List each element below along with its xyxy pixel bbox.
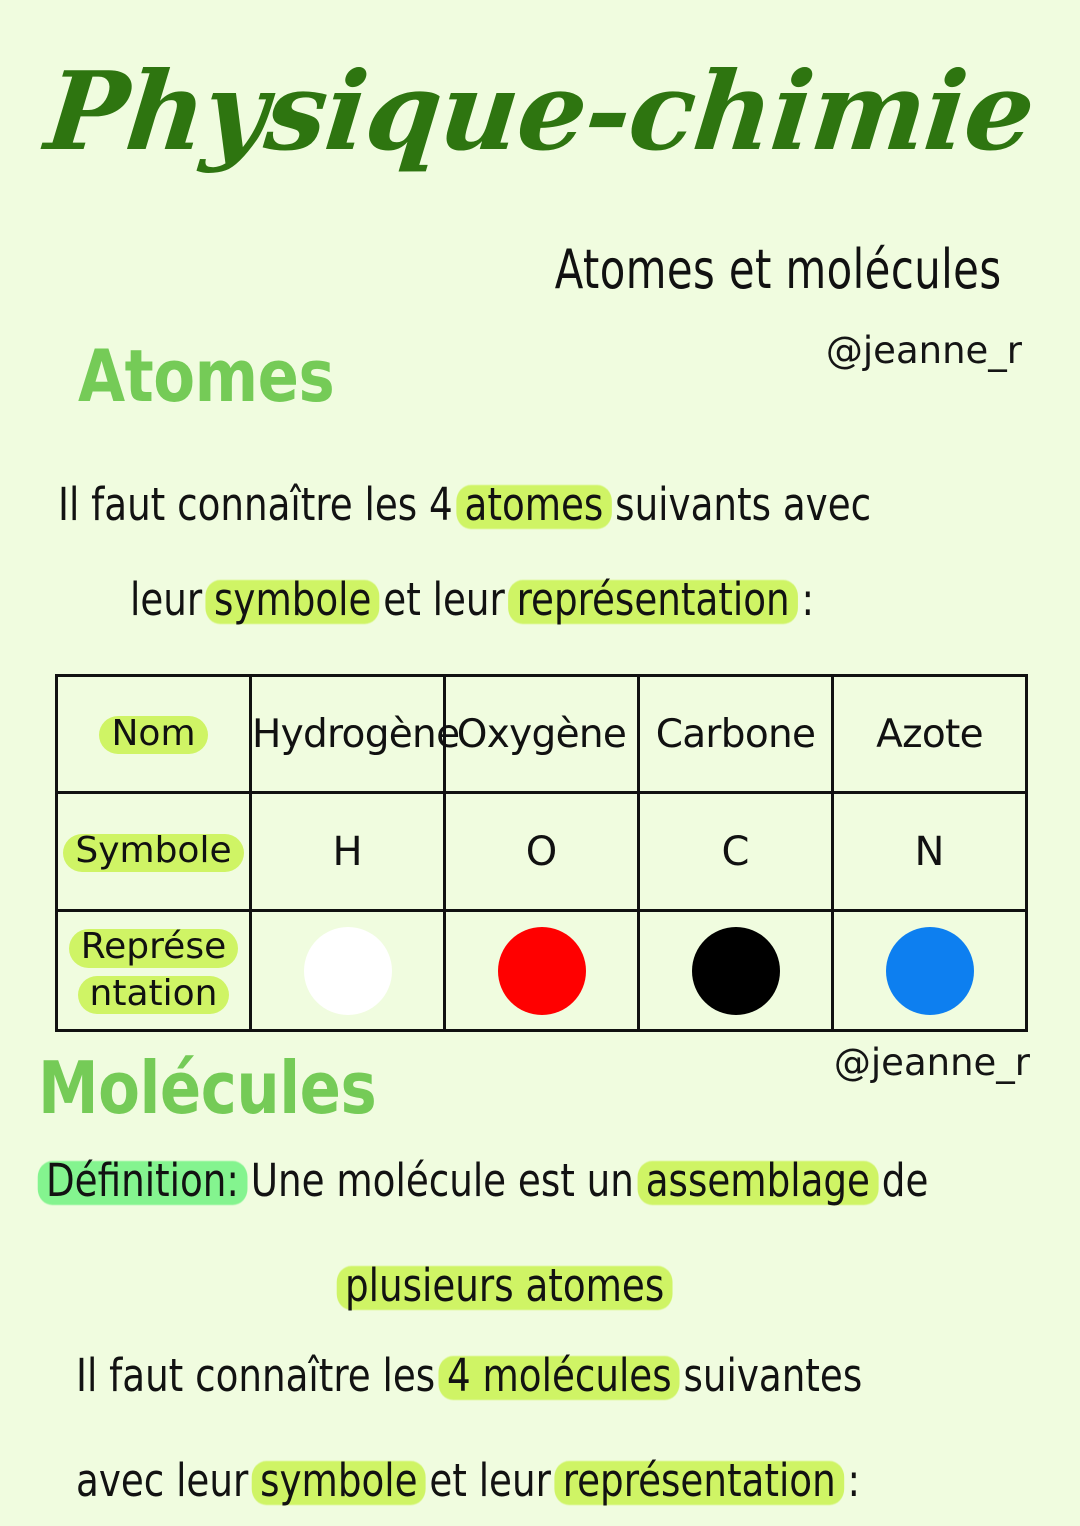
molecules-paragraph-line1 <box>76 1349 863 1402</box>
highlight-symbole: symbole <box>214 573 372 626</box>
definition-post: de <box>869 1154 929 1207</box>
row-label-representation-line2: ntation <box>89 972 218 1014</box>
atomes-p2-post: : <box>789 573 815 626</box>
atom-circle-white-icon <box>304 927 392 1015</box>
highlight-plusieurs-atomes: plusieurs atomes <box>345 1259 665 1312</box>
cell-representation-carbone <box>639 911 833 1031</box>
highlight-4-molecules: 4 molécules <box>447 1349 672 1402</box>
molecules-p2-mid: et leur <box>417 1454 563 1507</box>
page-title: Physique-chimie <box>40 49 1040 175</box>
highlight-symbole-2: symbole <box>260 1454 418 1507</box>
molecules-p1-pre: Il faut connaître les <box>76 1349 448 1402</box>
section-heading-atomes: Atomes <box>78 334 335 418</box>
molecules-paragraph-line2 <box>76 1454 861 1507</box>
row-label-nom-text: Nom <box>111 712 196 754</box>
molecules-p2-pre: avec leur <box>76 1454 261 1507</box>
highlight-assemblage: assemblage <box>645 1154 870 1207</box>
row-label-symbole <box>57 793 251 911</box>
table-row-representation <box>57 911 1027 1031</box>
cell-symbol-hydrogene: H <box>251 793 445 911</box>
cell-name-hydrogene: Hydrogène <box>251 676 445 793</box>
page-subtitle: Atomes et molécules <box>555 238 1002 301</box>
atoms-table-wrapper <box>55 674 1025 1022</box>
row-label-representation-line1: Représe <box>80 926 227 968</box>
row-label-nom <box>57 676 251 793</box>
atomes-paragraph-line2 <box>130 573 815 626</box>
molecules-definition-line1 <box>46 1154 929 1207</box>
highlight-definition-label: Définition: <box>46 1154 239 1207</box>
cell-representation-oxygene <box>445 911 639 1031</box>
cell-name-oxygene: Oxygène <box>445 676 639 793</box>
table-row-nom <box>57 676 1027 793</box>
highlight-representation: représentation <box>516 573 790 626</box>
definition-pre: Une molécule est un <box>238 1154 646 1207</box>
molecules-p1-post: suivantes <box>671 1349 863 1402</box>
highlight-representation-2: représentation <box>562 1454 836 1507</box>
author-handle-middle: @jeanne_r <box>833 1041 1030 1084</box>
atomes-p1-pre: Il faut connaître les 4 <box>58 478 465 531</box>
atom-circle-black-icon <box>692 927 780 1015</box>
atom-circle-blue-icon <box>886 927 974 1015</box>
highlight-atomes: atomes <box>464 478 604 531</box>
row-label-representation <box>57 911 251 1031</box>
cell-name-azote: Azote <box>833 676 1027 793</box>
cell-representation-azote <box>833 911 1027 1031</box>
atom-circle-red-icon <box>498 927 586 1015</box>
atoms-table <box>55 674 1028 1032</box>
atomes-p2-pre: leur <box>130 573 215 626</box>
atomes-p2-mid: et leur <box>371 573 517 626</box>
cell-representation-hydrogene <box>251 911 445 1031</box>
table-row-symbole <box>57 793 1027 911</box>
cell-name-carbone: Carbone <box>639 676 833 793</box>
section-heading-molecules: Molécules <box>38 1046 377 1130</box>
atomes-paragraph-line1 <box>58 478 872 531</box>
cell-symbol-oxygene: O <box>445 793 639 911</box>
author-handle-top: @jeanne_r <box>825 329 1022 372</box>
cell-symbol-carbone: C <box>639 793 833 911</box>
molecules-definition-line2 <box>345 1259 665 1312</box>
molecules-p2-post: : <box>835 1454 861 1507</box>
atomes-p1-post: suivants avec <box>603 478 872 531</box>
row-label-symbole-text: Symbole <box>75 830 232 872</box>
cell-symbol-azote: N <box>833 793 1027 911</box>
